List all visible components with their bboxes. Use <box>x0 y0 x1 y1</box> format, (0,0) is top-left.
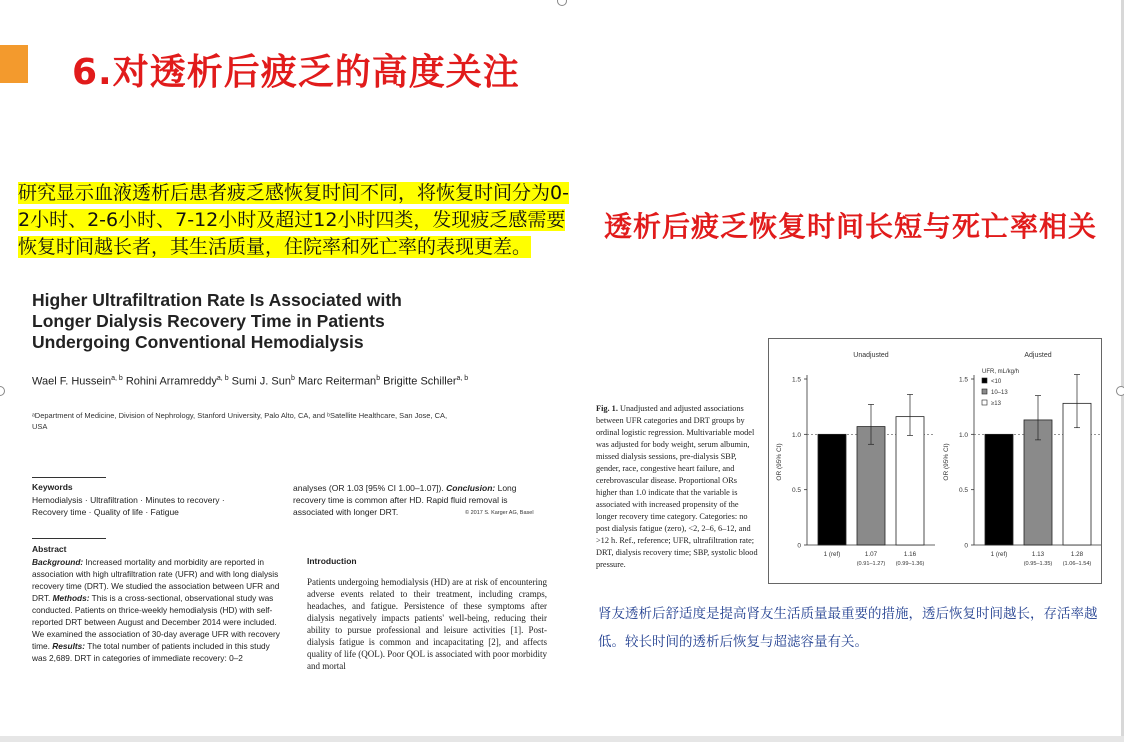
y-tick-label: 1.0 <box>791 431 801 439</box>
legend-label: <10 <box>991 379 1002 385</box>
figure-caption-label: Fig. 1. <box>596 404 618 413</box>
y-tick-label: 1.5 <box>958 376 968 384</box>
abstract-heading: Abstract <box>32 544 67 554</box>
x-tick-sublabel: (0.99–1.36) <box>895 561 925 567</box>
author-affiliation-mark: a, b <box>456 375 469 382</box>
legend-label: ≥13 <box>991 401 1001 407</box>
author-name: Rohini Arramreddy <box>125 375 217 388</box>
copyright-line: © 2017 S. Karger AG, Basel <box>465 510 534 516</box>
y-tick-label: 1.0 <box>958 431 968 439</box>
highlighted-summary-text: 研究显示血液透析后患者疲乏感恢复时间不同，将恢复时间分为0-2小时、2-6小时、7-12小时及超过12小时四类，发现疲乏感需要恢复时间越长者，其生活质量，住院率和死亡率的表现更差。 <box>18 182 569 258</box>
blue-note: 肾友透析后舒适度是提高肾友生活质量最重要的措施，透后恢复时间越长，存活率越低。较长时间的透析后恢复与超滤容量有关。 <box>598 606 1098 650</box>
bar <box>985 434 1013 545</box>
figure-caption-text: Unadjusted and adjusted associations between UFR categories and DRT groups by ordinal logistic regression. Multivariable model was adjusted for body weight, serum albumin, missed dialysis sessions, pre-dialysis SBP, gender, race, congestive heart failure, and cerebrovascular disease. Proportional ORs higher than 1.0 indicate that the variable is associated with increased propensity of the longer recovery time category. Categories: no post dialysis fatigue (zero), <2, 2–6, 6–12, and >12 h. Ref., reference; UFR, ultrafiltration rate; DRT, dialysis recovery time; SBP, systolic blood pressure. <box>596 404 758 569</box>
or-bar-charts <box>769 339 1101 583</box>
conclusion-label: Conclusion: <box>446 483 496 493</box>
abstract-methods-label: Methods: <box>52 593 90 603</box>
x-tick-sublabel: (0.91–1.27) <box>856 561 886 567</box>
paper-title: Higher Ultrafiltration Rate Is Associated with Longer Dialysis Recovery Time in Patients Undergoing Conventional Hemodialysis <box>32 290 402 352</box>
figure-caption <box>596 403 758 571</box>
slide-bottom-edge <box>0 736 1124 742</box>
bar <box>896 417 924 545</box>
slide-title: 6.对透析后疲乏的高度关注 <box>72 52 520 93</box>
keywords-rule <box>32 477 106 478</box>
conclusion-text: Long recovery time is common after HD. Rapid fluid removal is associated with longer DRT. <box>293 483 517 517</box>
x-tick-label: 1.07 <box>864 551 878 558</box>
y-axis-label: OR (95% CI) <box>776 443 783 481</box>
legend-swatch <box>982 378 987 383</box>
x-tick-label: 1.13 <box>1031 551 1045 558</box>
panel-title: Unadjusted <box>853 352 889 359</box>
introduction-heading: Introduction <box>307 556 357 566</box>
paper-authors <box>32 370 472 391</box>
author-affiliation-mark: a, b <box>111 375 123 382</box>
abstract-methods: This is a cross-sectional, observational study was conducted. Patients on thrice-weekly hemodialysis (HD) with self-reported DRT between August and December 2014 were included. We examined the association of 30-day average UFR with recovery time. <box>32 593 280 651</box>
paper-affiliation: ᵃDepartment of Medicine, Division of Nephrology, Stanford University, Palo Alto, CA, and ᵇSatellite Healthcare, San Jose, CA, USA <box>32 411 448 431</box>
x-tick-sublabel: (0.95–1.35) <box>1023 561 1053 567</box>
legend-title: UFR, mL/kg/h <box>982 369 1020 375</box>
y-tick-label: 0 <box>797 542 801 550</box>
author-name: Marc Reiterman <box>297 375 377 388</box>
right-heading: 透析后疲乏恢复时间长短与死亡率相关 <box>604 210 1098 243</box>
x-tick-label: 1 (ref) <box>990 551 1008 558</box>
bar <box>818 434 846 545</box>
author-name: Wael F. Hussein <box>32 375 112 388</box>
keywords-heading: Keywords <box>32 482 73 492</box>
y-tick-label: 1.5 <box>791 376 801 384</box>
highlighted-summary <box>18 180 578 261</box>
x-tick-sublabel: (1.06–1.54) <box>1062 561 1092 567</box>
author-affiliation-mark: a, b <box>216 375 229 382</box>
abstract-background-label: Background: <box>32 557 84 567</box>
y-axis-label: OR (95% CI) <box>943 443 950 481</box>
author-name: Brigitte Schiller <box>383 375 457 388</box>
y-tick-label: 0.5 <box>958 487 968 495</box>
abstract-background: Increased mortality and morbidity are reported in association with high ultrafiltration rate (UFR) and with long dialysis recovery time (DRT). We studied the association between UFR and DRT. <box>32 557 280 603</box>
abstract-results-label: Results: <box>52 641 86 651</box>
resize-handle-top[interactable] <box>557 0 567 6</box>
resize-handle-left[interactable] <box>0 386 5 396</box>
author-affiliation-mark: b <box>376 375 381 382</box>
title-accent-bar <box>0 45 28 83</box>
x-tick-label: 1.16 <box>903 551 917 558</box>
y-tick-label: 0.5 <box>791 487 801 495</box>
y-tick-label: 0 <box>964 542 968 550</box>
keywords-list: Hemodialysis · Ultrafiltration · Minutes to recovery · Recovery time · Quality of life · Fatigue <box>32 495 225 517</box>
author-name: Sumi J. Sun <box>231 375 291 388</box>
resize-handle-right[interactable] <box>1116 386 1124 396</box>
figure-box <box>768 338 1102 584</box>
author-affiliation-mark: b <box>290 375 295 382</box>
legend-label: 10–13 <box>991 390 1008 396</box>
conclusion-pre: analyses (OR 1.03 [95% CI 1.00–1.07]). <box>293 483 444 493</box>
legend-swatch <box>982 400 987 405</box>
x-tick-label: 1 (ref) <box>823 551 841 558</box>
abstract-rule <box>32 538 106 539</box>
x-tick-label: 1.28 <box>1070 551 1084 558</box>
legend-swatch <box>982 389 987 394</box>
panel-title: Adjusted <box>1024 352 1052 359</box>
introduction-body: Patients undergoing hemodialysis (HD) are at risk of encountering adverse events related to their treatment, including cramps, headaches, and fatigue. Persistence of these symptoms after dialysis negatively impacts patients' well-being, reducing their ability to pursue professional and leisure activities [1]. Post-dialysis fatigue is common and incapacitating [2], and affects quality of life (QOL). Poor QOL is associated with poor morbidity and mortal <box>307 577 547 670</box>
abstract-body <box>32 556 284 670</box>
abstract-results: The total number of patients included in this study was 2,689. DRT in categories of immediate recovery: 0–2 <box>32 641 270 663</box>
